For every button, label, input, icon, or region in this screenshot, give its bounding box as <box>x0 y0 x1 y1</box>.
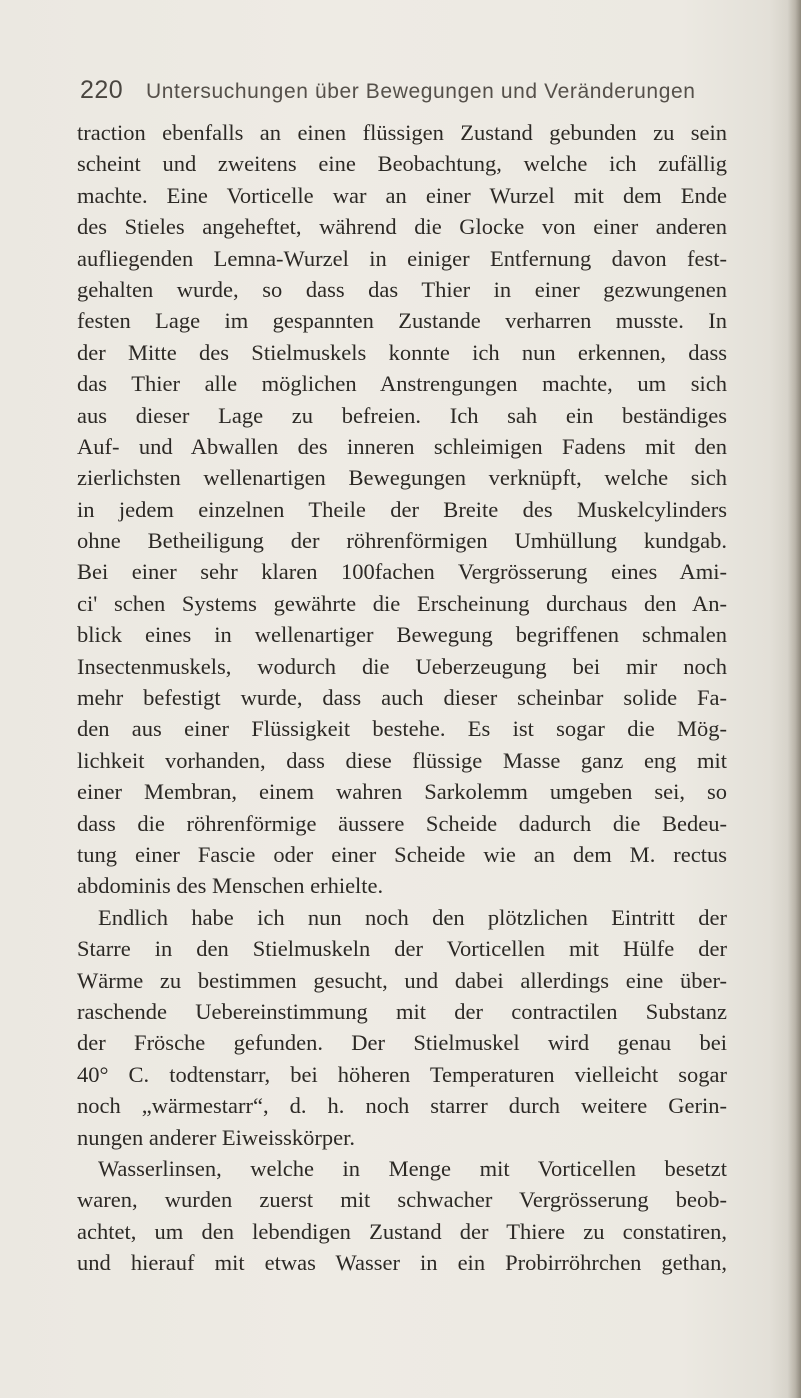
text-line: Bei einer sehr klaren 100fachen Vergrösserung eines Ami- <box>77 559 727 585</box>
running-header <box>80 74 700 114</box>
text-line: gehalten wurde, so dass das Thier in einer gezwungenen <box>77 276 727 302</box>
text-line: das Thier alle möglichen Anstrengungen machte, um sich <box>77 371 727 397</box>
text-line: blick eines in wellenartiger Bewegung begriffenen schmalen <box>77 622 727 648</box>
text-line: in jedem einzelnen Theile der Breite des Muskelcylinders <box>77 496 727 522</box>
text-line: der Frösche gefunden. Der Stielmuskel wird genau bei <box>77 1030 727 1056</box>
text-line: nungen anderer Eiweisskörper. <box>77 1124 356 1150</box>
text-line: festen Lage im gespannten Zustande verharren musste. In <box>77 308 727 334</box>
text-line: mehr befestigt wurde, dass auch dieser scheinbar solide Fa- <box>77 685 727 711</box>
text-line: Auf- und Abwallen des inneren schleimigen Fadens mit den <box>77 433 727 459</box>
text-line: raschende Uebereinstimmung mit der contractilen Substanz <box>77 998 727 1024</box>
page-number: 220 <box>80 76 124 104</box>
text-line: Insectenmuskels, wodurch die Ueberzeugung bei mir noch <box>77 653 727 679</box>
text-line: den aus einer Flüssigkeit bestehe. Es ist sogar die Mög- <box>77 716 727 742</box>
text-line: achtet, um den lebendigen Zustand der Thiere zu constatiren, <box>77 1218 727 1244</box>
text-line: waren, wurden zuerst mit schwacher Vergrösserung beob- <box>77 1187 727 1213</box>
text-line: 40° C. todtenstarr, bei höheren Temperaturen vielleicht sogar <box>77 1061 727 1087</box>
text-line: zierlichsten wellenartigen Bewegungen verknüpft, welche sich <box>77 465 727 491</box>
text-line: dass die röhrenförmige äussere Scheide dadurch die Bedeu- <box>77 810 727 836</box>
text-line: lichkeit vorhanden, dass diese flüssige Masse ganz eng mit <box>77 747 727 773</box>
text-line: aufliegenden Lemna-Wurzel in einiger Entfernung davon fest- <box>77 245 727 271</box>
text-line: der Mitte des Stielmuskels konnte ich nun erkennen, dass <box>77 339 727 365</box>
text-line: und hierauf mit etwas Wasser in ein Probirröhrchen gethan, <box>77 1250 727 1276</box>
text-line: ci' schen Systems gewährte die Erscheinung durchaus den An- <box>77 590 727 616</box>
text-line: abdominis des Menschen erhielte. <box>77 873 384 899</box>
text-line: des Stieles angeheftet, während die Glocke von einer anderen <box>77 214 727 240</box>
text-line: Wärme zu bestimmen gesucht, und dabei allerdings eine über- <box>77 967 727 993</box>
page-edge <box>787 0 801 1398</box>
text-line: tung einer Fascie oder einer Scheide wie an dem M. rectus <box>77 841 727 867</box>
text-line: ohne Betheiligung der röhrenförmigen Umhüllung kundgab. <box>77 528 727 554</box>
text-line: Starre in den Stielmuskeln der Vorticellen mit Hülfe der <box>77 936 727 962</box>
text-line: aus dieser Lage zu befreien. Ich sah ein beständiges <box>77 402 727 428</box>
text-line: einer Membran, einem wahren Sarkolemm umgeben sei, so <box>77 779 727 805</box>
body-text <box>77 117 727 1278</box>
text-line: scheint und zweitens eine Beobachtung, welche ich zufällig <box>77 151 727 177</box>
running-title: Untersuchungen über Bewegungen und Veränderungen <box>146 80 696 103</box>
text-line: Endlich habe ich nun noch den plötzlichen Eintritt der <box>98 904 727 930</box>
text-line: noch „wärmestarr“, d. h. noch starrer durch weitere Gerin- <box>77 1093 727 1119</box>
text-line: machte. Eine Vorticelle war an einer Wurzel mit dem Ende <box>77 182 727 208</box>
text-line: Wasserlinsen, welche in Menge mit Vorticellen besetzt <box>98 1155 727 1181</box>
text-line: traction ebenfalls an einen flüssigen Zustand gebunden zu sein <box>77 120 727 145</box>
